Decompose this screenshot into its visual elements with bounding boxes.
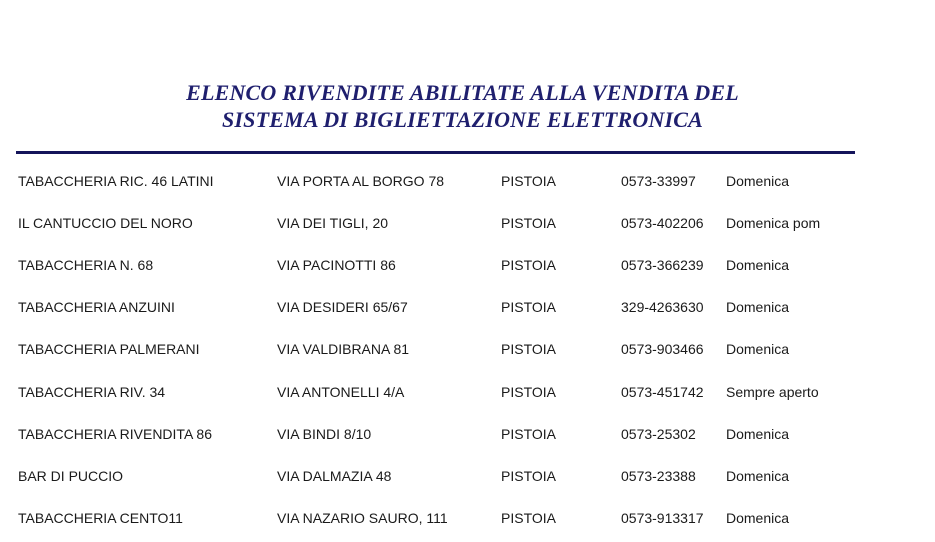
retailer-address: VIA DEI TIGLI, 20 bbox=[277, 215, 389, 231]
document-title-line-2: SISTEMA DI BIGLIETTAZIONE ELETTRONICA bbox=[221, 107, 704, 132]
retailer-phone: 0573-451742 bbox=[621, 384, 704, 400]
retailer-name: TABACCHERIA CENTO11 bbox=[18, 510, 183, 526]
list-item bbox=[0, 413, 935, 455]
retailer-name: TABACCHERIA PALMERANI bbox=[18, 341, 200, 357]
retailer-name: TABACCHERIA ANZUINI bbox=[18, 299, 175, 315]
retailer-opening: Sempre aperto bbox=[726, 384, 819, 400]
list-item bbox=[0, 371, 935, 413]
retailer-address: VIA DESIDERI 65/67 bbox=[277, 299, 408, 315]
retailer-opening: Domenica bbox=[726, 341, 790, 357]
retailer-opening: Domenica bbox=[726, 426, 790, 442]
retailer-city: PISTOIA bbox=[501, 173, 556, 189]
retailer-phone: 0573-25302 bbox=[621, 426, 696, 442]
retailer-city: PISTOIA bbox=[501, 299, 556, 315]
retailer-phone: 0573-913317 bbox=[621, 510, 704, 526]
retailer-phone: 0573-33997 bbox=[621, 173, 696, 189]
list-item bbox=[0, 497, 935, 539]
retailer-phone: 0573-23388 bbox=[621, 468, 696, 484]
retailer-opening: Domenica bbox=[726, 257, 790, 273]
retailer-opening: Domenica bbox=[726, 299, 790, 315]
retailer-city: PISTOIA bbox=[501, 384, 556, 400]
list-item bbox=[0, 328, 935, 370]
list-item bbox=[0, 286, 935, 328]
retailer-name: TABACCHERIA N. 68 bbox=[18, 257, 154, 273]
list-item bbox=[0, 244, 935, 286]
list-item bbox=[0, 455, 935, 497]
retailer-opening: Domenica bbox=[726, 510, 790, 526]
retailer-phone: 329-4263630 bbox=[621, 299, 704, 315]
retailer-city: PISTOIA bbox=[501, 426, 556, 442]
retailer-address: VIA PACINOTTI 86 bbox=[277, 257, 396, 273]
list-item bbox=[0, 160, 935, 202]
retailer-opening: Domenica bbox=[726, 468, 790, 484]
retailer-name: TABACCHERIA RIC. 46 LATINI bbox=[18, 173, 214, 189]
retailer-address: VIA BINDI 8/10 bbox=[277, 426, 372, 442]
retailer-opening: Domenica pom bbox=[726, 215, 821, 231]
list-item bbox=[0, 202, 935, 244]
retailer-address: VIA ANTONELLI 4/A bbox=[277, 384, 405, 400]
retailer-address: VIA PORTA AL BORGO 78 bbox=[277, 173, 445, 189]
retailer-city: PISTOIA bbox=[501, 510, 556, 526]
retailer-opening: Domenica bbox=[726, 173, 790, 189]
retailer-phone: 0573-903466 bbox=[621, 341, 704, 357]
retailer-name: BAR DI PUCCIO bbox=[18, 468, 124, 484]
retailer-name: TABACCHERIA RIVENDITA 86 bbox=[18, 426, 212, 442]
retailer-city: PISTOIA bbox=[501, 468, 556, 484]
title-divider bbox=[16, 151, 855, 154]
retailer-address: VIA VALDIBRANA 81 bbox=[277, 341, 410, 357]
retailer-city: PISTOIA bbox=[501, 257, 556, 273]
retailer-address: VIA NAZARIO SAURO, 111 bbox=[277, 510, 448, 526]
retailer-name: IL CANTUCCIO DEL NORO bbox=[18, 215, 193, 231]
retailer-city: PISTOIA bbox=[501, 215, 556, 231]
document-title-line-1: ELENCO RIVENDITE ABILITATE ALLA VENDITA DEL bbox=[186, 80, 739, 105]
retailer-name: TABACCHERIA RIV. 34 bbox=[18, 384, 166, 400]
retailer-city: PISTOIA bbox=[501, 341, 556, 357]
retailer-address: VIA DALMAZIA 48 bbox=[277, 468, 392, 484]
retailer-phone: 0573-366239 bbox=[621, 257, 704, 273]
retailer-phone: 0573-402206 bbox=[621, 215, 704, 231]
